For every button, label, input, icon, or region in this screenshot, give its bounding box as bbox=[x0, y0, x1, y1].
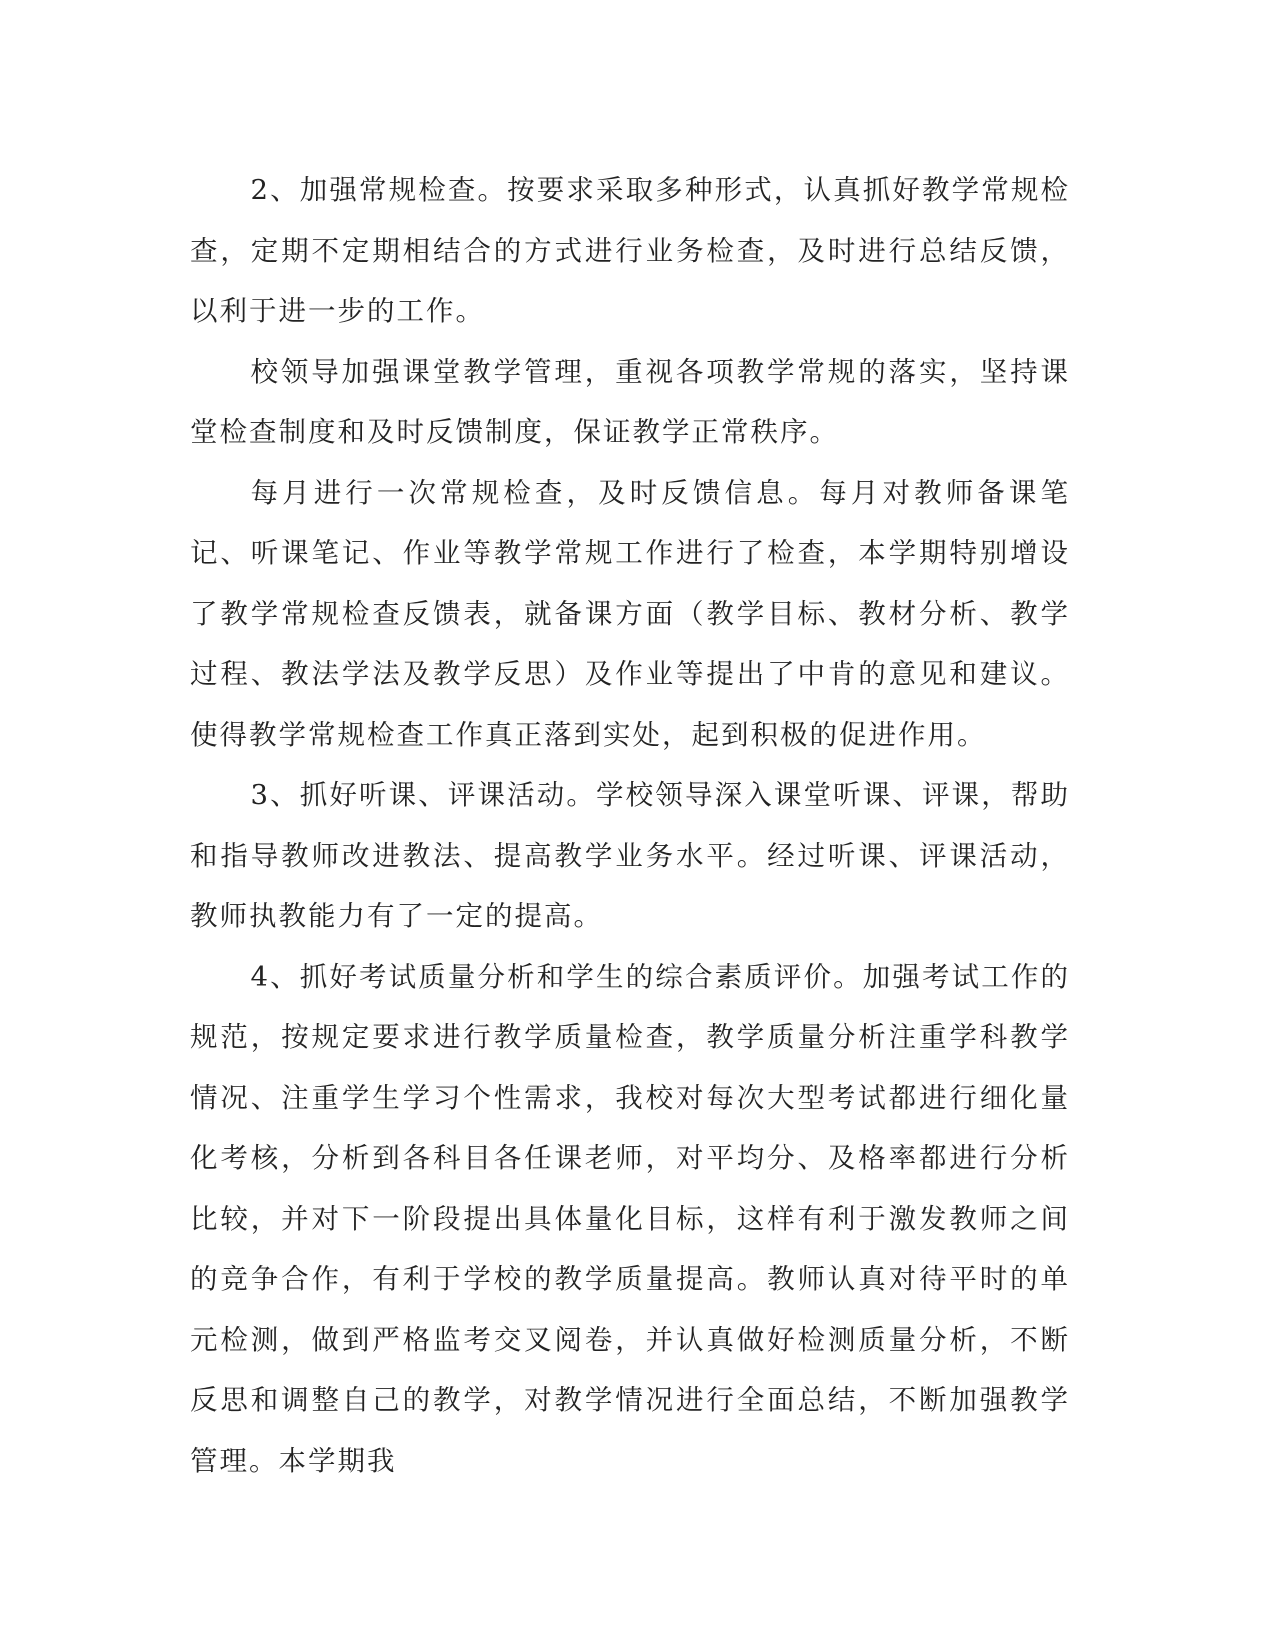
paragraph-lesson-observation: 3、抓好听课、评课活动。学校领导深入课堂听课、评课，帮助和指导教师改进教法、提高教学业务水平。经过听课、评课活动，教师执教能力有了一定的提高。 bbox=[190, 779, 1070, 932]
paragraph-monthly-inspection: 每月进行一次常规检查，及时反馈信息。每月对教师备课笔记、听课笔记、作业等教学常规工作进行了检查，本学期特别增设了教学常规检查反馈表，就备课方面（教学目标、教材分析、教学过程、教法学法及教学反思）及作业等提出了中肯的意见和建议。使得教学常规检查工作真正落到实处，起到积极的促进作用。 bbox=[190, 476, 1070, 751]
paragraph-routine-inspection: 2、加强常规检查。按要求采取多种形式，认真抓好教学常规检查，定期不定期相结合的方式进行业务检查，及时进行总结反馈，以利于进一步的工作。 bbox=[190, 174, 1070, 327]
paragraph-classroom-management: 校领导加强课堂教学管理，重视各项教学常规的落实，坚持课堂检查制度和及时反馈制度，保证教学正常秩序。 bbox=[190, 355, 1070, 448]
document-body bbox=[190, 160, 1070, 1491]
paragraph-exam-quality-analysis: 4、抓好考试质量分析和学生的综合素质评价。加强考试工作的规范，按规定要求进行教学质量检查，教学质量分析注重学科教学情况、注重学生学习个性需求，我校对每次大型考试都进行细化量化考核，分析到各科目各任课老师，对平均分、及格率都进行分析比较，并对下一阶段提出具体量化目标，这样有利于激发教师之间的竞争合作，有利于学校的教学质量提高。教师认真对待平时的单元检测，做到严格监考交叉阅卷，并认真做好检测质量分析，不断反思和调整自己的教学，对教学情况进行全面总结，不断加强教学管理。本学期我 bbox=[190, 960, 1070, 1477]
